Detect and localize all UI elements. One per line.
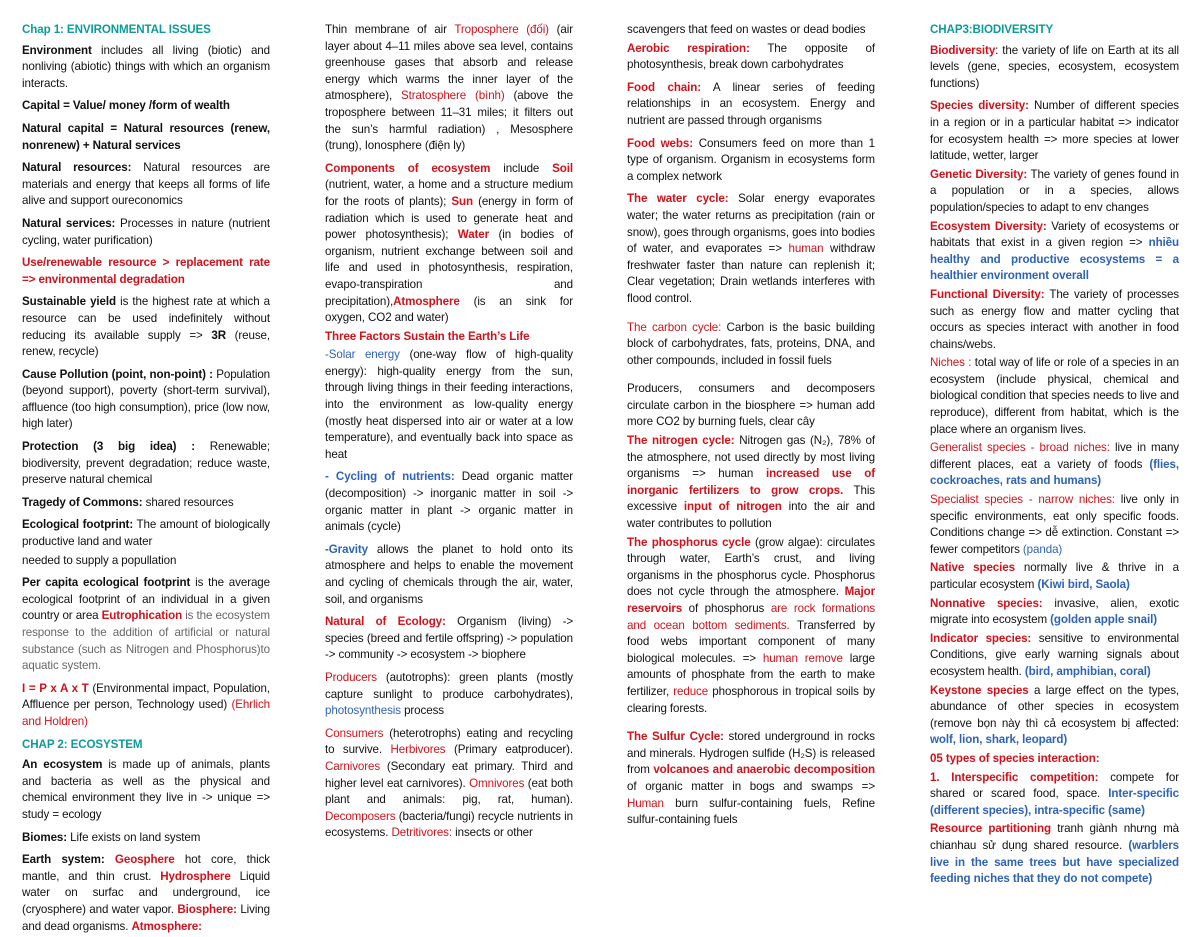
earth-system-def: Earth system: Geosphere hot core, thick mantle, and thin crust. Hydrosphere Liquid water on surfac and underground, ice (cryosphere) and water vapor. Biosphere: Living and dead organisms. Atmosphere: — [22, 853, 271, 933]
functional-diversity-def: Functional Diversity: The variety of processes such as energy flow and matter cycling that occurs as species interact with another in food chains/webs. — [930, 287, 1179, 351]
specialist-def: Specialist species - narrow niches: live only in specific environments, eat only specific foods. Conditions change => dễ extinction. Constant => fewer competitors (panda) — [930, 493, 1179, 556]
natural-resources-def: Natural resources: Natural resources are materials and energy that keeps all forms of life alive and support oureconomics — [22, 161, 271, 208]
generalist-def: Generalist species - broad niches: live in many different places, eat a variety of foods (flies, cockroaches, rats and humans) — [930, 441, 1180, 488]
water-cycle-def: The water cycle: Solar energy evaporates water; the water returns as precipitation (rain or snow), goes through organisms, goes into bodies of water, and evaporates => human withdraw freshwater faster than nature can replenish it; Clear vegetation; Drain wetlands interferes with flood control. — [627, 192, 876, 305]
atmosphere-layers: Thin membrane of air Troposphere (đối) (air layer about 4–11 miles above sea level, contains greenhouse gases that absorb and release energy which warms the inner layer of the atmosphere), Stratosphere (bình) (above the troposphere between 11–31 miles; it filters out the sun’s harmful radiation) , Mesosphere (trung), Ionosphere (điện ly) — [325, 23, 573, 153]
scavengers-def: scavengers that feed on wastes or dead bodies — [627, 23, 866, 36]
phosphorus-cycle-def: The phosphorus cycle (grow algae): circulates through water, Earth’s crust, and living organisms in the phosphorus cycle. Phosphorus does not cycle through the atmosphere. Major reservoirs of phosphorus are rock formations and ocean bottom sediments. Transferred by food webs important component of many biological molecules. => human remove large amounts of phosphate from the earth to make fertilizer, reduce phosphorous in tropical soils by clearing forests. — [627, 535, 876, 715]
keystone-def: Keystone species a large effect on the types, abundance of other species in ecosystem (remove bọn này thì cả ecosystem bị affected: wolf, lion, shark, leopard) — [930, 683, 1180, 747]
food-chain-def: Food chain: A linear series of feeding relationships in an ecosystem. Energy and nutrient are passed through organisms — [627, 80, 875, 127]
chap3-heading: CHAP3:BIODIVERSITY — [930, 23, 1054, 36]
gravity-def: -Gravity allows the planet to hold onto its atmosphere and helps to enable the movement and cycling of chemicals through the air, water, soil, and organisms — [325, 542, 573, 606]
environment-def: Environment includes all living (biotic) and nonliving (abiotic) things with which an organism interacts. — [22, 43, 271, 90]
cause-pollution-def: Cause Pollution (point, non-point) : Population (beyond support), poverty (short-term survival), affluence (too high consumption), price (low now, high later) — [22, 367, 271, 431]
ecosystem-def: An ecosystem is made up of animals, plants and bacteria as well as the physical and chemical environment they live in -> unique => study = ecology — [22, 758, 271, 821]
partitioning-def: Resource partitioning tranh giành nhưng mà chianhau sử dụng shared resource. (warblers live in the same trees but have specialized feeding niches that they do not compete) — [930, 822, 1179, 886]
renewable-def: Use/renewable resource > replacement rate => environmental degradation — [22, 256, 270, 286]
per-capita-def: Per capita ecological footprint is the average ecological footprint of an individual in a given country or area Eutrophication is the ecosystem response to the addition of artificial or natural substance (such as Nitrogen and Phosphorus)to aquatic system. — [22, 576, 270, 673]
ipat-def: I = P x A x T (Environmental impact, Population, Affluence per person, Technology used) (Ehrlich and Holdren) — [22, 681, 271, 728]
natural-ecology-def: Natural of Ecology: Organism (living) -> species (breed and fertile offspring) -> population -> community -> ecosystem -> biophere — [325, 615, 573, 662]
column-2 — [325, 22, 573, 844]
sustainable-yield-def: Sustainable yield is the highest rate at which a resource can be used indefinitely without reducing its available supply => 3R (reuse, renew, recycle) — [22, 295, 271, 359]
natural-capital-def: Natural capital = Natural resources (renew, nonrenew) + Natural services — [22, 121, 270, 152]
protection-def: Protection (3 big idea) : Renewable; biodiversity, prevent degradation; reduce waste, preserve natural chemical — [22, 440, 271, 487]
column-4 — [930, 22, 1179, 890]
chap2-heading: CHAP 2: ECOSYSTEM — [22, 737, 143, 751]
sulfur-cycle-def: The Sulfur Cycle: stored underground in rocks and minerals. Hydrogen sulfide (H₂S) is released from volcanoes and anaerobic decomposition of organic matter in bogs and swamps => Human burn sulfur-containing fuels, Refine sulfur-containing fuels — [627, 730, 876, 827]
tragedy-def: Tragedy of Commons: shared resources — [22, 495, 234, 509]
column-3 — [627, 22, 875, 831]
components-def: Components of ecosystem include Soil (nutrient, water, a home and a structure medium for the roots of plants); Sun (energy in form of radiation which is used to generate heat and power photosynthesis); Water (in bodies of organism, nutrient exchange between soil and life and used in photosynthesis, respiration, evapo-transpiration and precipitation),Atmosphere (is an sink for oxygen, CO2 and water) — [325, 161, 574, 325]
three-factors-heading: Three Factors Sustain the Earth’s Life — [325, 329, 530, 343]
footprint-def-2: needed to supply a popullation — [22, 553, 177, 567]
carbon-producers: Producers, consumers and decomposers circulate carbon in the biosphere => human add more CO2 by burning fuels, clear cây — [627, 382, 875, 429]
biomes-def: Biomes: Life exists on land system — [22, 830, 201, 844]
native-def: Native species normally live & thrive in a particular ecosystem (Kiwi bird, Saola) — [930, 561, 1179, 591]
niches-def: Niches : total way of life or role of a species in an ecosystem (include physical, chemical and biological condition that species needs to live and reproduce), different from habitat, which is the place where an organism lives. — [930, 356, 1179, 436]
interspecific-def: 1. Interspecific competition: compete for shared or scared food, space. Inter-specific (different species), intra-specific (same) — [930, 770, 1179, 817]
biodiversity-def: Biodiversity: the variety of life on Earth at its all levels (gene, species, ecosystem, ecosystem functions) — [930, 43, 1179, 90]
species-diversity-def: Species diversity: Number of different species in a region or in a particular habitat => indicator for ecosystem health => more species at lower latitude, wetter, larger — [930, 99, 1179, 163]
nitrogen-cycle-def: The nitrogen cycle: Nitrogen gas (N₂), 78% of the atmosphere, not used directly by most living organisms => human increased use of inorganic fertilizers to grow crops. This excessive input of nitrogen into the air and water contributes to pollution — [627, 434, 876, 531]
food-webs-def: Food webs: Consumers feed on more than 1 type of organism. Organism in ecosystems form a complex network — [627, 136, 876, 183]
nonnative-def: Nonnative species: invasive, alien, exotic migrate into ecosystem (golden apple snail) — [930, 596, 1179, 627]
chap1-heading: Chap 1: ENVIRONMENTAL ISSUES — [22, 23, 211, 36]
footprint-def: Ecological footprint: The amount of biologically productive land and water — [22, 518, 270, 549]
aerobic-def: Aerobic respiration: The opposite of photosynthesis, break down carbohydrates — [627, 41, 875, 72]
capital-def: Capital = Value/ money /form of wealth — [22, 99, 230, 113]
interaction-heading: 05 types of species interaction: — [930, 751, 1100, 765]
consumers-def: Consumers (heterotrophs) eating and recycling to survive. Herbivores (Primary eatproducer). Carnivores (Secondary eat primary. Third and higher level eat carnivores). Omnivores (eat both plant and animals: pig, rat, human). Decomposers (bacteria/fungi) recycle nutrients in ecosystems. Detritivores: insects or other — [325, 726, 574, 840]
genetic-diversity-def: Genetic Diversity: The variety of genes found in a population or in a species, allows population/species to adapt to env changes — [930, 167, 1179, 214]
column-1 — [22, 22, 270, 937]
carbon-cycle-def: The carbon cycle: Carbon is the basic building block of carbohydrates, fats, proteins, DNA, and other compounds, included in fossil fuels — [627, 320, 875, 367]
indicator-def: Indicator species: sensitive to environmental Conditions, give early warning signals about ecosystem health. (bird, amphibian, coral) — [930, 631, 1180, 678]
solar-energy-def: -Solar energy (one-way flow of high-quality energy): high-quality energy from the sun, through living things in their feeding interactions, into the environment as low-quality energy (mostly heat dispersed into air or water at a low temperature), and eventually back into space as heat — [325, 348, 574, 461]
producers-def: Producers (autotrophs): green plants (mostly capture sunlight to produce carbohydrates), photosynthesis process — [325, 670, 573, 718]
cycling-def: - Cycling of nutrients: Dead organic matter (decomposition) -> inorganic matter in soil -> organic matter in plant -> organic matter in animals (cycle) — [325, 470, 574, 534]
natural-services-def: Natural services: Processes in nature (nutrient cycling, water purification) — [22, 216, 270, 247]
ecosystem-diversity-def: Ecosystem Diversity: Variety of ecosystems or habitats that exist in a given region => nhiều healthy and productive ecosystems = a healthier environment overall — [930, 219, 1180, 283]
